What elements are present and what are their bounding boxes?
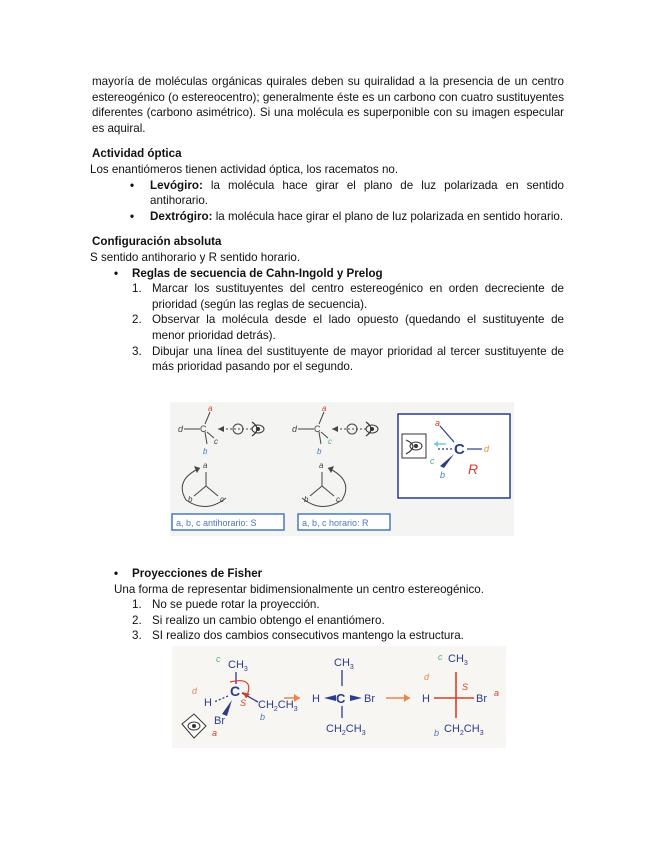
- fisher-figure: [172, 646, 506, 748]
- bullet-dextrogiro: [92, 209, 564, 225]
- step-number: 3.: [132, 344, 142, 358]
- levogiro-term: Levógiro:: [150, 178, 203, 192]
- step-number: 2.: [132, 613, 142, 627]
- bullet-levogiro: [92, 178, 564, 209]
- svg-text:b: b: [434, 728, 440, 738]
- svg-text:CH3: $CH_3$: [334, 657, 354, 671]
- svg-text:C: C: [314, 424, 321, 434]
- rules-heading-text: Reglas de secuencia de Cahn-Ingold y Prelog: [132, 266, 383, 280]
- step-number: 1.: [132, 598, 142, 612]
- step-number: 3.: [132, 629, 142, 643]
- svg-text:d: d: [192, 686, 198, 696]
- svg-text:c: c: [216, 654, 221, 664]
- svg-text:CH3: $CH_3$: [228, 659, 248, 673]
- svg-text:a: a: [212, 728, 218, 738]
- svg-text:Br: Br: [364, 693, 375, 705]
- fisher-section: [92, 566, 564, 644]
- svg-text:S: S: [462, 682, 469, 692]
- svg-text:a: a: [322, 404, 327, 413]
- svg-text:CH2CH3: $CH_2CH_3$: [326, 723, 366, 737]
- step-text: Si realizo un cambio obtengo el enantiómero.: [152, 613, 385, 627]
- svg-text:a: a: [494, 688, 500, 698]
- svg-text:a: a: [319, 461, 324, 470]
- middle-projection: [312, 657, 375, 737]
- optical-heading: Actividad óptica: [92, 147, 182, 161]
- carbon-c: C: [200, 424, 207, 434]
- svg-text:c: c: [430, 456, 435, 466]
- dextrogiro-term: Dextrógiro:: [150, 209, 213, 223]
- step-text: Marcar los sustituyentes del centro estereogénico en orden decreciente de prioridad (según las reglas de secuencia).: [152, 282, 564, 311]
- svg-text:a: a: [203, 461, 208, 470]
- svg-text:C: C: [230, 683, 241, 699]
- step-number: 2.: [132, 313, 142, 327]
- svg-text:Br: Br: [476, 693, 487, 705]
- svg-text:c: c: [336, 495, 340, 504]
- bullet-dot: •: [114, 567, 119, 580]
- svg-text:Br: Br: [214, 715, 225, 727]
- levogiro-desc: la molécula hace girar el plano de luz polarizada en sentido antihorario.: [150, 178, 564, 208]
- fisher-step-2: [92, 613, 564, 629]
- configuration-diagram: [170, 402, 514, 536]
- fisher-text: Una forma de representar bidimensionalmente un centro estereogénico.: [114, 582, 484, 596]
- svg-text:H: H: [312, 693, 320, 705]
- svg-text:c: c: [328, 437, 332, 446]
- svg-text:CH2CH3: $CH_2CH_3$: [258, 699, 298, 713]
- step-text: SI realizo dos cambios consecutivos mantengo la estructura.: [152, 629, 464, 643]
- svg-text:b: b: [260, 712, 266, 722]
- step-number: 1.: [132, 282, 142, 296]
- molecule-s: [178, 404, 264, 507]
- configuration-figure: [170, 402, 514, 536]
- step-1: [92, 281, 564, 312]
- svg-text:CH3: $CH_3$: [448, 653, 468, 667]
- wedge-molecule: [182, 654, 298, 738]
- svg-text:S: S: [240, 698, 247, 708]
- svg-text:c: c: [438, 652, 443, 662]
- bullet-dot: •: [130, 209, 135, 223]
- svg-text:C: C: [336, 691, 346, 706]
- svg-text:d: d: [484, 444, 490, 454]
- step-3: [92, 344, 564, 375]
- svg-text:b: b: [304, 495, 309, 504]
- molecule-r: [292, 404, 378, 507]
- svg-text:H: H: [204, 697, 212, 709]
- step-2: [92, 312, 564, 343]
- config-heading: Configuración absoluta: [92, 235, 222, 249]
- svg-text:H: H: [422, 693, 430, 705]
- rules-heading: [92, 266, 564, 282]
- bullet-dot: •: [114, 266, 119, 280]
- step-text: Observar la molécula desde el lado opuesto (quedando el sustituyente de menor prioridad detrás).: [152, 313, 564, 342]
- label-d: d: [178, 424, 184, 434]
- fisher-cross: [422, 652, 499, 738]
- step-text: No se puede rotar la proyección.: [152, 598, 320, 612]
- label-s: a, b, c antihorario: S: [176, 518, 257, 528]
- fisher-heading: [92, 566, 564, 582]
- svg-text:CH2CH3: $CH_2CH_3$: [444, 723, 484, 737]
- carbon-center: C: [454, 441, 465, 458]
- svg-text:b: b: [440, 470, 446, 480]
- fisher-heading-text: Proyecciones de Fisher: [132, 567, 263, 580]
- svg-text:b: b: [317, 447, 322, 456]
- intro-paragraph: mayoría de moléculas orgánicas quirales deben su quiralidad a la presencia de un centro estereogénico (o estereocentro); generalmente éste es un carbono con cuatro sustituyentes diferentes (carbono asimétrico). Si una molécula es superponible con su imagen especular es aquiral.: [92, 75, 564, 135]
- label-a: a: [208, 404, 213, 413]
- boxed-molecule: [398, 414, 510, 498]
- label-c: c: [214, 437, 218, 446]
- step-text: Dibujar una línea del sustituyente de mayor prioridad al tercer sustituyente de más prioridad pasando por el segundo.: [152, 344, 564, 374]
- fisher-step-3: [92, 628, 564, 644]
- optical-text: Los enantiómeros tienen actividad óptica, los racematos no.: [90, 162, 399, 176]
- svg-text:d: d: [424, 672, 430, 682]
- svg-text:a: a: [435, 418, 441, 428]
- fisher-diagram: [172, 646, 506, 748]
- label-big-r: R: [468, 461, 479, 477]
- svg-text:d: d: [292, 424, 298, 434]
- svg-text:c: c: [220, 495, 224, 504]
- svg-text:b: b: [188, 495, 193, 504]
- label-r: a, b, c horario: R: [302, 518, 369, 528]
- fisher-step-1: [92, 597, 564, 613]
- config-text: S sentido antihorario y R sentido horario.: [90, 250, 301, 264]
- dextrogiro-desc: la molécula hace girar el plano de luz polarizada en sentido horario.: [212, 209, 564, 223]
- label-b: b: [203, 447, 208, 456]
- bullet-dot: •: [130, 178, 135, 192]
- document-body: [92, 74, 564, 375]
